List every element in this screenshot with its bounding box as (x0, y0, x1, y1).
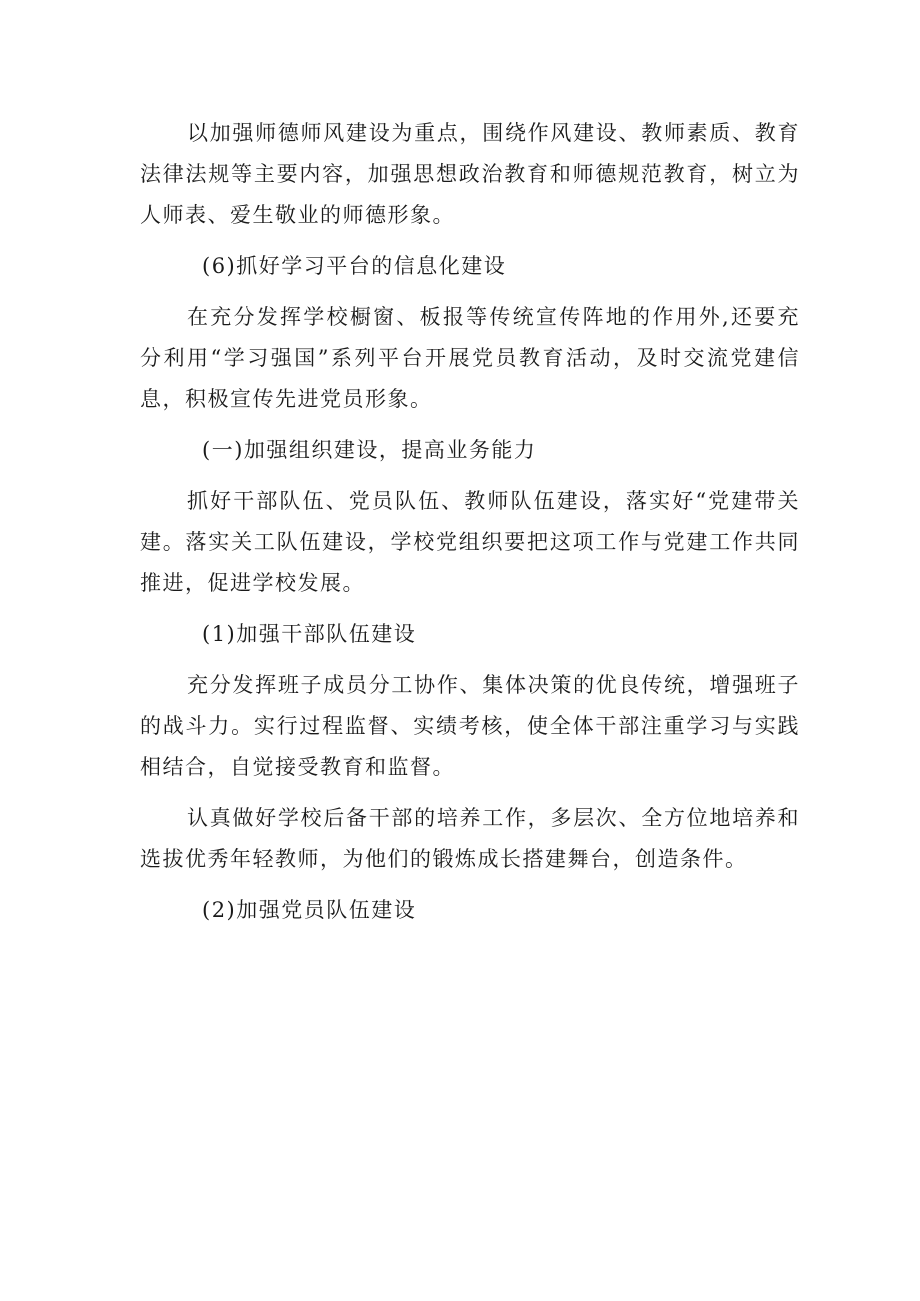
paragraph-teacher-ethics: 以加强师德师风建设为重点，围绕作风建设、教师素质、教育法律法规等主要内容，加强思想政治教育和师德规范教育，树立为人师表、爱生敬业的师德形象。 (140, 121, 800, 227)
heading-organization-building: (一)加强组织建设，提高业务能力 (202, 438, 537, 462)
paragraph-team-building: 抓好干部队伍、党员队伍、教师队伍建设，落实好“党建带关建。落实关工队伍建设，学校党组织要把这项工作与党建工作共同推进，促进学校发展。 (140, 489, 800, 595)
heading-learning-platform: (6)抓好学习平台的信息化建设 (202, 254, 507, 278)
document-page (140, 113, 800, 931)
paragraph-learning-platform: 在充分发挥学校橱窗、板报等传统宣传阵地的作用外,还要充分利用“学习强国”系列平台开展党员教育活动，及时交流党建信息，积极宣传先进党员形象。 (140, 305, 800, 411)
paragraph-reserve-cadres: 认真做好学校后备干部的培养工作，多层次、全方位地培养和选拔优秀年轻教师，为他们的锻炼成长搭建舞台，创造条件。 (140, 806, 800, 871)
paragraph-leadership-team: 充分发挥班子成员分工协作、集体决策的优良传统，增强班子的战斗力。实行过程监督、实绩考核，使全体干部注重学习与实践相结合，自觉接受教育和监督。 (140, 673, 800, 779)
heading-cadre-team: (1)加强干部队伍建设 (202, 622, 417, 646)
heading-party-member-team: (2)加强党员队伍建设 (202, 898, 417, 922)
